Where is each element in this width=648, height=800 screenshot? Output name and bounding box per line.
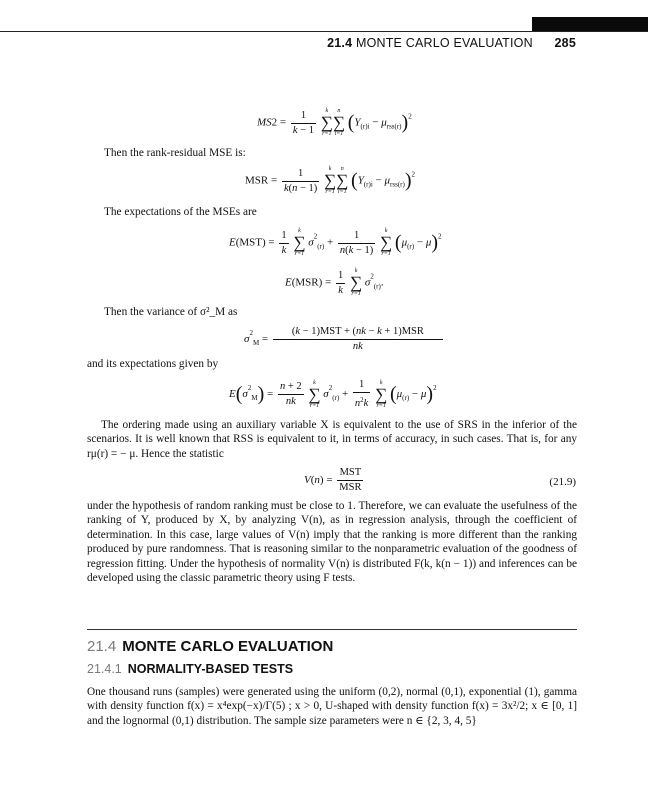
- equation-msr: MSR = $\frac{1}{k(n - 1)}$ k ∑ r=1 n ∑ i=1 $(Y_{(r)i} - \mu_{rss(r)})^2$: [245, 166, 415, 195]
- equation-ms2: MS2 = $\frac{1}{k - 1}$ k ∑ r=1 n ∑ i=1 $(Y_{(r)i} - \mu_{rss(r)})^2$: [257, 108, 412, 137]
- paragraph-ordering: The ordering made using an auxiliary variable X is equivalent to the use of SRS in the inferior of the scenarios. It is well known that RSS is equivalent to it, in terms of accuracy, in such cases. That is, for any rμ(r) = − μ. Hence the statistic: [87, 419, 577, 460]
- subsection-heading-title: NORMALITY-BASED TESTS: [127, 662, 294, 676]
- header-bar: [532, 17, 648, 31]
- text-rank-residual: Then the rank-residual MSE is:: [104, 147, 246, 159]
- equation-number: (21.9): [549, 476, 576, 488]
- section-divider: [87, 629, 577, 630]
- running-head-title: MONTE CARLO EVALUATION: [355, 36, 533, 50]
- section-heading-number: 21.4: [87, 638, 117, 655]
- equation-e-sigma-m: $E(\sigma^2_M)$ = $\frac{n + 2}{nk}$ k ∑ r=1 $\sigma^2_{(r)}$ + $\frac{1}{n^2k}$ k ∑ r=1 $(\mu_{(r)} - \mu)^2$: [229, 379, 437, 409]
- running-head-number: 21.4: [327, 36, 353, 50]
- paragraph-runs: One thousand runs (samples) were generated using the uniform (0,2), normal (0,1), exponential (1), gamma with density function f(x) = x⁴exp(−x)/Γ(5) ; x > 0, U-shaped with density function f(x) = 3x²/2; x ∈ [0, 1] and the lognormal (0,1) distribution. The sample size parameters were n ∈ {2, 3, 4, 5}: [87, 686, 577, 727]
- text-variance: Then the variance of σ²_M as: [104, 306, 238, 318]
- page-number: 285: [554, 36, 576, 50]
- section-heading-title: MONTE CARLO EVALUATION: [122, 638, 334, 655]
- subsection-heading-number: 21.4.1: [87, 662, 122, 676]
- equation-v-n: V(n) = MST MSR: [304, 467, 362, 493]
- paragraph-hypothesis: under the hypothesis of random ranking must be close to 1. Therefore, we can evaluate the usefulness of the ranking of Y, produced by X, by analyzing V(n), as in regression analysis, through the coefficient of determination. In this case, large values of V(n) imply that the ranking is more different than the ranking produced by pure randomness. That is reasoning similar to the nonparametric evaluation of the goodness of regression fitting. Under the hypothesis of normality V(n) is distributed F(k, k(n − 1)) and inferences can be developed using the classic parametric theory using F tests.: [87, 500, 577, 585]
- text-its-expectations: and its expectations given by: [87, 358, 219, 370]
- subsection-heading: [87, 662, 293, 676]
- running-head: [327, 36, 576, 50]
- text-expectations: The expectations of the MSEs are: [104, 206, 257, 218]
- section-heading: [87, 638, 333, 655]
- equation-e-msr: E(MSR) = $\frac{1}{k}$ k ∑ r=1 $\sigma^2_{(r)}$.: [285, 268, 384, 297]
- header-rule: [0, 31, 648, 32]
- equation-sigma-m: $\sigma^2_M$ = (k − 1)MST + (nk − k + 1)MSR nk: [244, 326, 445, 353]
- equation-e-mst: E(MST) = $\frac{1}{k}$ k ∑ r=1 $\sigma^2_{(r)}$ + $\frac{1}{n(k - 1)}$ k ∑ r=1 $(\mu_{(r)} - \mu)^2$: [229, 228, 442, 257]
